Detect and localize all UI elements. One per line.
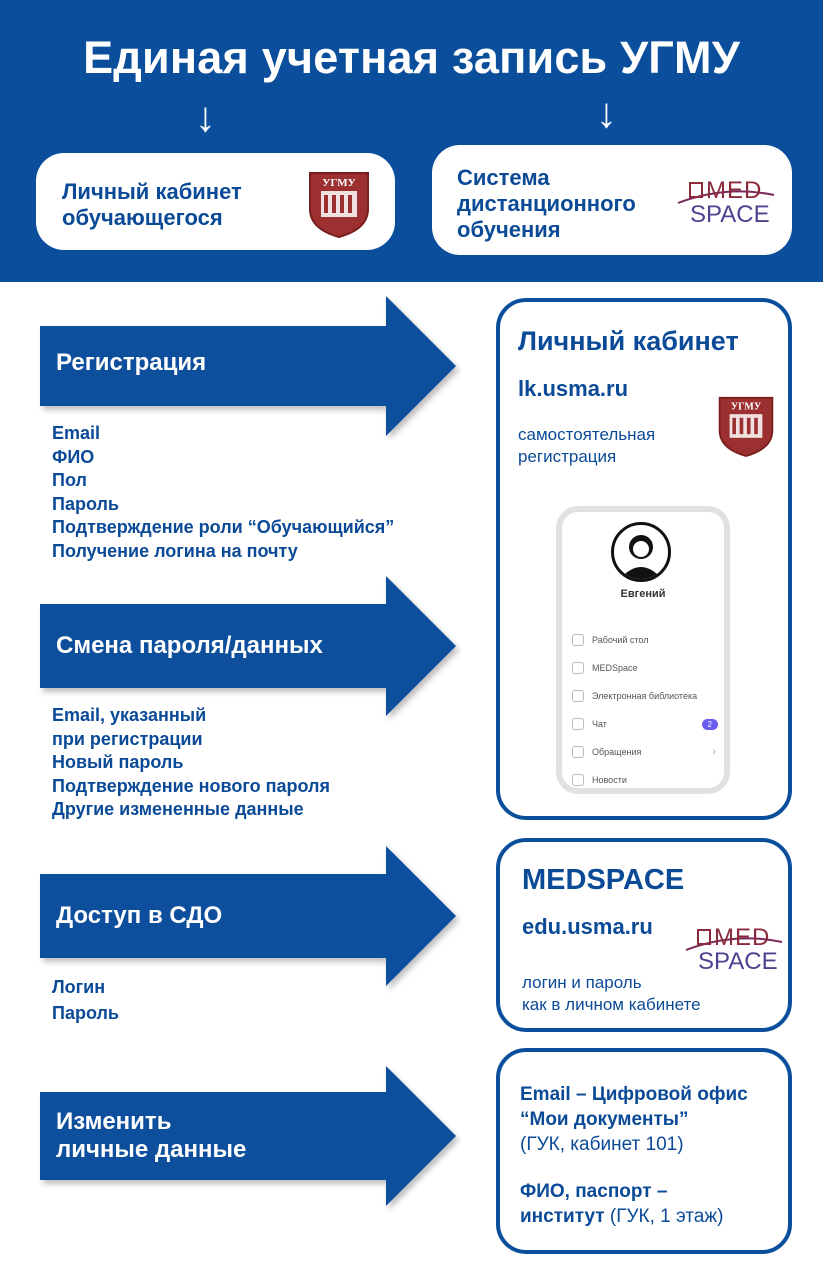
menu-item-desktop[interactable]: Рабочий стол (572, 630, 722, 650)
menu-item-requests[interactable]: Обращения › (572, 742, 722, 762)
note-line2: как в личном кабинете (522, 995, 701, 1014)
list-item: Новый пароль (52, 752, 184, 772)
list-item: Другие измененные данные (52, 799, 304, 819)
card-distance-learning (432, 145, 792, 255)
card-distance-line2: дистанционного (457, 191, 636, 216)
list-item: ФИО (52, 446, 95, 467)
usma-crest-icon (716, 394, 776, 458)
list-item: Email, указанный (52, 705, 207, 725)
panel-personal-account-title: Личный кабинет (518, 326, 739, 356)
change-data-line4: ФИО, паспорт – (520, 1181, 668, 1202)
medspace-logo (684, 922, 784, 978)
change-password-list (52, 704, 330, 822)
panel-personal-account-note (518, 424, 655, 468)
list-item: Email (52, 423, 101, 443)
header-banner (0, 0, 823, 282)
note-line1: логин и пароль (522, 973, 642, 992)
card-student-account (36, 153, 395, 250)
main-title: Единая учетная запись УГМУ (83, 32, 740, 83)
panel-medspace-title: MEDSPACE (522, 864, 685, 896)
medspace-logo-bottom: SPACE (690, 201, 770, 228)
book-icon (572, 690, 584, 702)
change-data-line1: Email – Цифровой офис (520, 1084, 748, 1105)
user-avatar-icon (614, 525, 668, 579)
chat-badge: 2 (702, 719, 718, 730)
list-item: Логин (52, 977, 106, 997)
arrow-change-data-line2: личные данные (56, 1136, 247, 1163)
list-item: Пол (52, 470, 87, 490)
list-item: Пароль (52, 1003, 119, 1023)
panel-personal-account-url[interactable]: lk.usma.ru (518, 376, 629, 401)
change-data-line2: “Мои документы” (520, 1109, 689, 1130)
medspace-logo (676, 175, 776, 231)
news-icon (572, 774, 584, 786)
menu-item-medspace[interactable]: MEDSpace (572, 658, 722, 678)
medspace-logo-top: MED (706, 177, 763, 204)
down-arrow-icon: ↓ (195, 93, 216, 140)
arrow-change-password-label: Смена пароля/данных (56, 632, 323, 659)
medspace-logo-top: MED (714, 924, 771, 951)
medspace-logo-bottom: SPACE (698, 948, 778, 975)
change-data-text (520, 1082, 748, 1229)
panel-medspace (496, 838, 792, 1032)
arrow-change-data-label (56, 1108, 246, 1164)
down-arrow-icon: ↓ (596, 89, 617, 136)
home-icon (572, 634, 584, 646)
crest-text: УГМУ (322, 177, 356, 189)
avatar (611, 522, 671, 582)
note-line2: регистрация (518, 447, 617, 466)
list-item: Пароль (52, 493, 119, 514)
menu-item-news[interactable]: Новости (572, 770, 722, 790)
menu-item-chat[interactable]: Чат 2 (572, 714, 722, 734)
arrow-sdo-access-label: Доступ в СДО (56, 902, 223, 929)
chevron-right-icon: › (712, 746, 716, 758)
phone-mockup (556, 506, 730, 794)
card-student-account-line2: обучающегося (62, 205, 223, 230)
list-item: при регистрации (52, 728, 203, 749)
arrow-change-data-line1: Изменить (56, 1108, 172, 1135)
note-line1: самостоятельная (518, 425, 656, 444)
change-data-line3: (ГУК, кабинет 101) (520, 1134, 684, 1155)
change-data-line5-rest: (ГУК, 1 этаж) (604, 1206, 724, 1227)
panel-medspace-url[interactable]: edu.usma.ru (522, 914, 653, 939)
chat-icon (572, 718, 584, 730)
panel-change-data (496, 1048, 792, 1254)
usma-crest-icon (306, 169, 372, 239)
list-item: Подтверждение нового пароля (52, 775, 330, 796)
crest-text: УГМУ (730, 401, 762, 413)
phone-user-name: Евгений (620, 588, 666, 600)
grid-icon (572, 662, 584, 674)
list-item: Получение логина на почту (52, 540, 298, 561)
arrow-registration-label: Регистрация (56, 349, 207, 376)
change-data-line5-bold: институт (520, 1206, 605, 1227)
registration-list (52, 422, 394, 563)
card-distance-line1: Система (457, 165, 550, 190)
panel-medspace-note (522, 972, 701, 1016)
sdo-access-list (52, 974, 119, 1026)
list-item: Подтверждение роли “Обучающийся” (52, 517, 395, 537)
card-distance-line3: обучения (457, 217, 561, 242)
card-student-account-line1: Личный кабинет (62, 179, 242, 204)
menu-item-library[interactable]: Электронная библиотека (572, 686, 722, 706)
message-icon (572, 746, 584, 758)
